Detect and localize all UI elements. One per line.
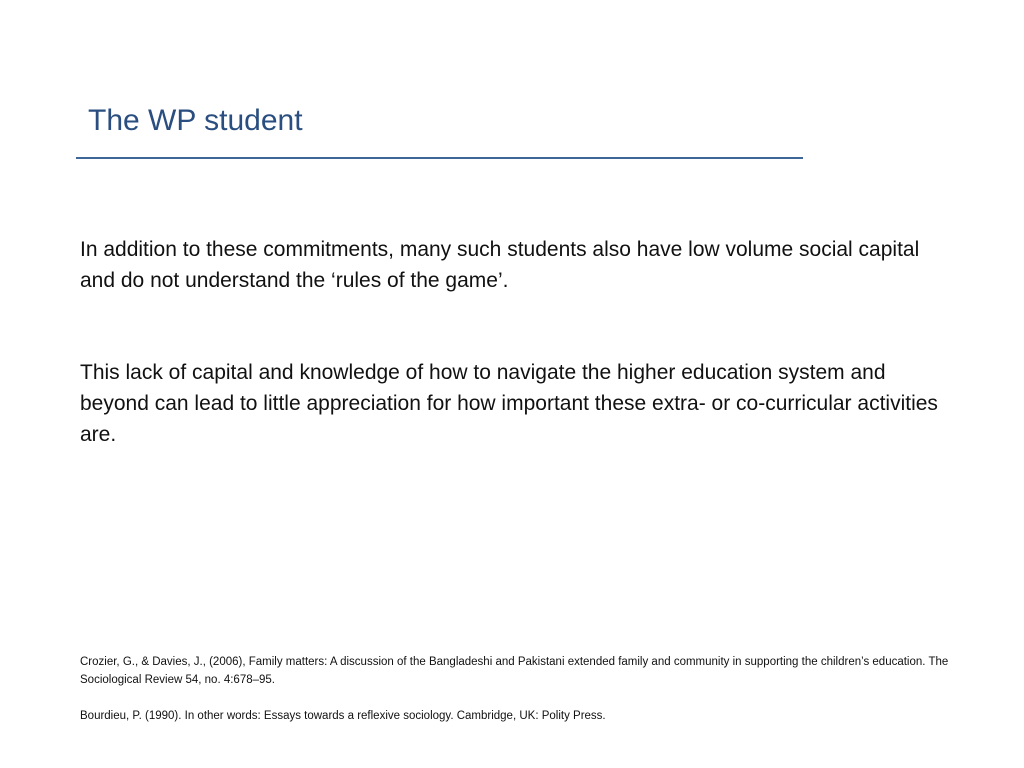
reference-spacer <box>80 689 980 707</box>
reference-crozier-davies: Crozier, G., & Davies, J., (2006), Family matters: A discussion of the Bangladeshi and Pakistani extended family and community in supporting the children’s education. The Sociological Review 54, no. 4:678–95. <box>80 656 949 686</box>
body-paragraph-commitments: In addition to these commitments, many such students also have low volume social capital and do not understand the ‘rules of the game’. <box>80 238 920 292</box>
slide-title: The WP student <box>88 104 303 137</box>
reference-bourdieu: Bourdieu, P. (1990). In other words: Essays towards a reflexive sociology. Cambridge, UK: Polity Press. <box>80 710 606 722</box>
body-paragraph-lack-of-capital: This lack of capital and knowledge of how to navigate the higher education system and beyond can lead to little appreciation for how important these extra- or co-curricular activities are. <box>80 361 938 446</box>
title-underline <box>76 157 803 159</box>
references <box>80 653 980 725</box>
